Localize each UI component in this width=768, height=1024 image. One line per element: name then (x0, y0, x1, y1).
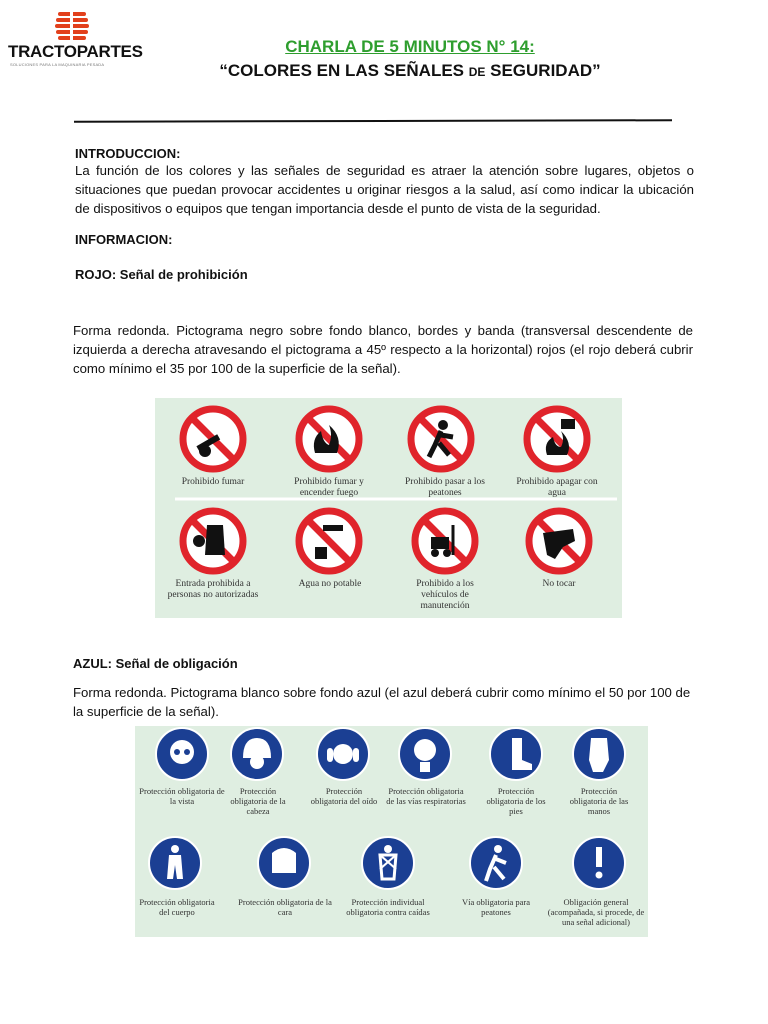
sign-label: No tocar (542, 579, 576, 589)
intro-text: La función de los colores y las señales de seguridad es atraer la atención sobre lugares, objetos o situaciones que puedan provocar accidentes u originar riesgos a la salud, así como indicar la ubicación de dispositivos o equipos que tengan importancia desde el punto de vista de la seguridad. (75, 163, 694, 216)
sign-label: Protección individual obligatoria contra caídas (346, 897, 430, 917)
rojo-heading: ROJO: Señal de prohibición (75, 267, 248, 282)
intro-heading: INTRODUCCION: (75, 146, 181, 161)
sign-label: Protección obligatoria del cuerpo (139, 897, 215, 917)
sign-label: Protección obligatoria de la cara (238, 897, 332, 917)
sign-label: Entrada prohibida a personas no autorizadas (167, 579, 259, 600)
sign-label: Prohibido apagar con agua (516, 477, 598, 498)
sign-label: Protección obligatoria de la cabeza (230, 786, 286, 816)
no-smoking-icon (183, 409, 243, 469)
sign-label: Protección obligatoria de las vías respiratorias (386, 786, 466, 806)
no-touching-icon (529, 511, 589, 571)
sign-label: Prohibido fumar y encender fuego (294, 477, 364, 498)
non-potable-water-icon (299, 511, 359, 571)
sign-label: Obligación general (acompañada, si procede, de una señal adicional) (547, 897, 645, 927)
eye-protection-icon (156, 728, 208, 780)
fall-protection-icon (362, 837, 414, 889)
head-protection-icon (231, 728, 283, 780)
sign-label: Protección obligatoria de la vista (139, 786, 225, 806)
azul-text: Forma redonda. Pictograma blanco sobre fondo azul (el azul deberá cubrir como mínimo el 50 por 100 de la superficie de la señal). (73, 685, 691, 719)
sign-label: Agua no potable (298, 579, 362, 589)
prohibition-signs-panel (155, 398, 622, 618)
no-forklifts-icon (415, 511, 475, 571)
hand-protection-icon (573, 728, 625, 780)
no-water-extinguish-icon (527, 409, 587, 469)
title-divider (74, 119, 672, 123)
sign-label: Prohibido pasar a los peatones (405, 477, 485, 498)
pedestrian-route-icon (470, 837, 522, 889)
no-pedestrians-icon (411, 409, 471, 469)
logo-name: TRACTOPARTES (8, 42, 143, 61)
ear-protection-icon (317, 728, 369, 780)
sign-label: Protección obligatoria de las manos (569, 786, 629, 816)
face-protection-icon (258, 837, 310, 889)
respiratory-protection-icon (399, 728, 451, 780)
sign-label: Protección obligatoria del oído (310, 786, 378, 806)
sign-label: Protección obligatoria de los pies (486, 786, 546, 816)
sign-label: Prohibido a los vehículos de manutención (416, 579, 474, 611)
foot-protection-icon (490, 728, 542, 780)
sign-label: Prohibido fumar (181, 477, 245, 487)
talk-title: CHARLA DE 5 MINUTOS N° 14: (285, 37, 535, 56)
body-protection-icon (149, 837, 201, 889)
no-unauthorized-entry-icon (183, 511, 243, 571)
no-fire-icon (299, 409, 359, 469)
sign-label: Vía obligatoria para peatones (462, 897, 530, 917)
obligation-signs-panel (135, 726, 648, 937)
general-obligation-icon (573, 837, 625, 889)
talk-subtitle: “COLORES EN LAS SEÑALES DE SEGURIDAD” (219, 61, 601, 80)
azul-heading: AZUL: Señal de obligación (73, 656, 238, 671)
informacion-heading: INFORMACION: (75, 232, 173, 247)
logo-tagline: SOLUCIONES PARA LA MAQUINARIA PESADA (10, 62, 105, 67)
rojo-text: Forma redonda. Pictograma negro sobre fondo blanco, bordes y banda (transversal descendente de izquierda a derecha atravesando el pictograma a 45º respecto a la horizontal) rojos (el rojo deberá cubrir como mínimo el 35 por 100 de la superficie de la señal). (73, 323, 693, 376)
